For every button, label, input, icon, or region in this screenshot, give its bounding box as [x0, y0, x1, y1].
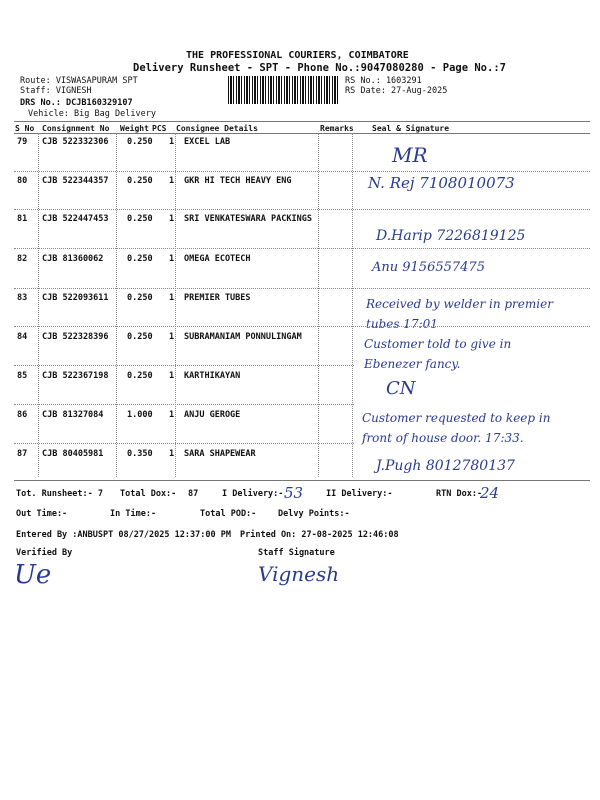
row-weight: 0.250: [127, 332, 153, 342]
verified-by-label: Verified By: [16, 548, 73, 558]
col-weight: Weight: [120, 124, 149, 133]
in-time-label: In Time:-: [110, 509, 157, 519]
row-consignee: PREMIER TUBES: [184, 293, 251, 303]
row-pcs: 1: [169, 137, 175, 147]
handwritten-signature: CN: [386, 378, 416, 399]
staff-signature-label: Staff Signature: [258, 548, 335, 558]
row-weight: 1.000: [127, 410, 153, 420]
rs-number: RS No.: 1603291: [345, 76, 422, 86]
rtn-dox-handwritten: 24: [480, 484, 500, 502]
handwritten-note: Customer requested to keep in front of house door. 17:33.: [362, 411, 551, 445]
company-title: THE PROFESSIONAL COURIERS, COIMBATORE: [186, 50, 409, 61]
row-weight: 0.350: [127, 449, 153, 459]
handwritten-note: Customer told to give in Ebenezer fancy.: [364, 337, 512, 371]
i-delivery-handwritten: 53: [284, 484, 304, 502]
row-weight: 0.250: [127, 214, 153, 224]
row-consignment: CJB 522093611: [42, 293, 109, 303]
row-consignee: ANJU GEROGE: [184, 410, 241, 420]
row-pcs: 1: [169, 410, 175, 420]
col-consignee: Consignee Details: [176, 124, 258, 133]
row-sno: 84: [17, 332, 28, 342]
entered-by: Entered By :ANBUSPT 08/27/2025 12:37:00 PM: [16, 530, 231, 540]
row-consignment: CJB 80405981: [42, 449, 104, 459]
row-pcs: 1: [169, 254, 175, 264]
i-delivery-label: I Delivery:-: [222, 489, 284, 499]
staff-label: Staff: VIGNESH: [20, 86, 92, 96]
rs-date: RS Date: 27-Aug-2025: [345, 86, 448, 96]
row-weight: 0.250: [127, 176, 153, 186]
row-consignment: CJB 81360062: [42, 254, 104, 264]
row-consignment: CJB 522367198: [42, 371, 109, 381]
row-sno: 82: [17, 254, 28, 264]
row-weight: 0.250: [127, 371, 153, 381]
row-weight: 0.250: [127, 137, 153, 147]
row-pcs: 1: [169, 332, 175, 342]
handwritten-signature: N. Rej 7108010073: [368, 174, 515, 192]
row-sno: 87: [17, 449, 28, 459]
drs-number: DRS No.: DCJB160329107: [20, 98, 133, 108]
row-sno: 81: [17, 214, 28, 224]
staff-signature: Vignesh: [258, 562, 340, 586]
row-weight: 0.250: [127, 293, 153, 303]
out-time-label: Out Time:-: [16, 509, 68, 519]
route-label: Route: VISWASAPURAM SPT: [20, 76, 138, 86]
total-dox-value: 87: [188, 489, 199, 499]
row-sno: 79: [17, 137, 28, 147]
row-consignee: SUBRAMANIAM PONNULINGAM: [184, 332, 302, 342]
row-weight: 0.250: [127, 254, 153, 264]
handwritten-note: Received by welder in premier tubes 17:01: [366, 297, 553, 331]
row-consignment: CJB 522332306: [42, 137, 109, 147]
row-pcs: 1: [169, 214, 175, 224]
row-pcs: 1: [169, 449, 175, 459]
col-seal-signature: Seal & Signature: [372, 124, 450, 133]
vehicle-label: Vehicle: Big Bag Delivery: [28, 109, 156, 119]
row-pcs: 1: [169, 371, 175, 381]
row-pcs: 1: [169, 176, 175, 186]
ii-delivery-label: II Delivery:-: [326, 489, 393, 499]
row-sno: 83: [17, 293, 28, 303]
row-consignee: SRI VENKATESWARA PACKINGS: [184, 214, 312, 224]
printed-on: Printed On: 27-08-2025 12:46:08: [240, 530, 399, 540]
row-sno: 85: [17, 371, 28, 381]
handwritten-signature: J.Pugh 8012780137: [376, 458, 515, 474]
total-pod-label: Total POD:-: [200, 509, 257, 519]
row-consignee: KARTHIKAYAN: [184, 371, 241, 381]
row-consignment: CJB 81327084: [42, 410, 104, 420]
col-remarks: Remarks: [320, 124, 354, 133]
tot-runsheet: Tot. Runsheet:- 7: [16, 489, 103, 499]
col-pcs: PCS: [152, 124, 167, 133]
row-consignee: SARA SHAPEWEAR: [184, 449, 256, 459]
row-consignee: OMEGA ECOTECH: [184, 254, 251, 264]
handwritten-signature: D.Harip 7226819125: [376, 228, 526, 244]
runsheet-subtitle: Delivery Runsheet - SPT - Phone No.:9047080280 - Page No.:7: [133, 62, 506, 74]
verified-signature: Ue: [14, 560, 52, 590]
row-sno: 86: [17, 410, 28, 420]
barcode-image: [228, 76, 338, 104]
handwritten-signature: MR: [392, 143, 428, 167]
delvy-points-label: Delvy Points:-: [278, 509, 350, 519]
row-pcs: 1: [169, 293, 175, 303]
row-sno: 80: [17, 176, 28, 186]
row-consignment: CJB 522328396: [42, 332, 109, 342]
row-consignment: CJB 522344357: [42, 176, 109, 186]
row-consignee: EXCEL LAB: [184, 137, 231, 147]
col-sno: S No: [15, 124, 35, 133]
col-consignment: Consignment No: [42, 124, 110, 133]
row-consignee: GKR HI TECH HEAVY ENG: [184, 176, 292, 186]
total-dox-label: Total Dox:-: [120, 489, 177, 499]
handwritten-signature: Anu 9156557475: [372, 260, 485, 275]
rtn-dox-label: RTN Dox:-: [436, 489, 483, 499]
row-consignment: CJB 522447453: [42, 214, 109, 224]
